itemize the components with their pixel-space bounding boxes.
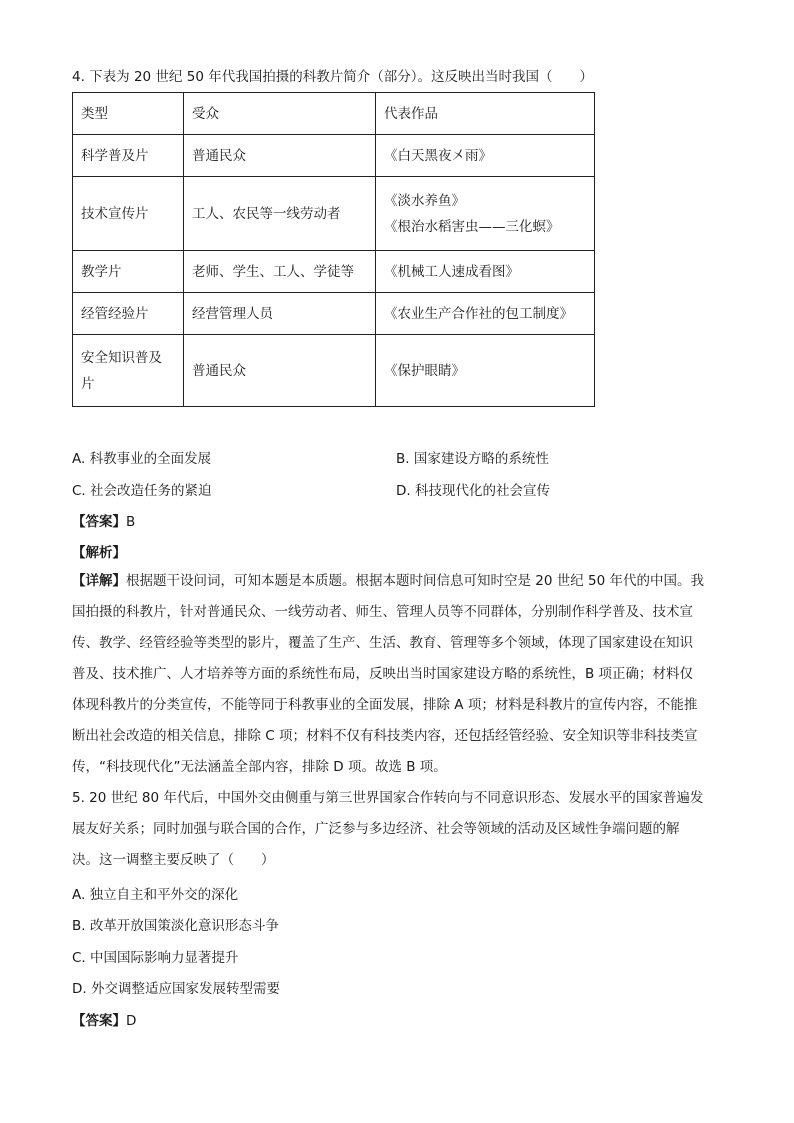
q5-option-c: C. 中国国际影响力显著提升 [72,950,239,966]
stem-line: 展友好关系；同时加强与联合国的合作，广泛参与多边经济、社会等领域的活动及区域性争端问题的解 [72,821,680,837]
cell-audience: 普通民众 [184,335,376,407]
q4-option-a: A. 科教事业的全面发展 [72,451,212,467]
detail-line: 普及、技术推广、人才培养等方面的系统性布局，反映出当时国家建设方略的系统性，B 项正确；材料仅 [72,666,694,682]
cell-works: 《机械工人速成看图》 [376,251,595,293]
q4-detail-paragraph [72,566,722,783]
cell-type [73,335,184,407]
cell-works: 《保护眼睛》 [376,335,595,407]
cell-audience: 工人、农民等一线劳动者 [184,177,376,251]
q4-option-b: B. 国家建设方略的系统性 [396,451,549,467]
work-title: 《淡水养鱼》 [384,192,465,209]
work-title: 《根治水稻害虫——三化螟》 [384,218,560,235]
cell-type: 教学片 [73,251,184,293]
cell-type: 经管经验片 [73,293,184,335]
detail-line: 传，“科技现代化”无法涵盖全部内容，排除 D 项。故选 B 项。 [72,759,447,775]
q5-option-b: B. 改革开放国策淡化意识形态斗争 [72,918,279,934]
cell-type: 科学普及片 [73,135,184,177]
header-type: 类型 [73,93,184,135]
header-works: 代表作品 [376,93,595,135]
type-line: 安全知识普及 [81,349,162,366]
cell-works: 《白天黑夜㐅雨》 [376,135,595,177]
detail-line: 国拍摄的科教片，针对普通民众、一线劳动者、师生、管理人员等不同群体，分别制作科学普及、技术宣 [72,604,693,620]
stem-line: 决。这一调整主要反映了（ ） [72,852,275,868]
q4-answer [72,510,135,530]
cell-audience: 老师、学生、工人、学徒等 [184,251,376,293]
answer-value: B [126,514,136,530]
q4-option-d: D. 科技现代化的社会宣传 [396,483,550,499]
cell-audience: 普通民众 [184,135,376,177]
answer-tag: 【答案】 [72,514,126,530]
detail-line: 体现科教片的分类宣传，不能等同于科教事业的全面发展，排除 A 项；材料是科教片的宣传内容，不能推 [72,697,698,713]
table-row [73,335,595,407]
cell-type: 技术宣传片 [73,177,184,251]
q5-answer [72,1009,136,1029]
type-line: 片 [81,375,95,392]
stem-line: 5. 20 世纪 80 年代后，中国外交由侧重与第三世界国家合作转向与不同意识形态、发展水平的国家普遍发 [72,790,704,806]
table-row [73,135,595,177]
cell-audience: 经营管理人员 [184,293,376,335]
cell-works [376,177,595,251]
table-row [73,177,595,251]
detail-line: 传、教学、经管经验等类型的影片，覆盖了生产、生活、教育、管理等多个领域，体现了国家建设在知识 [72,635,693,651]
question-4-stem: 4. 下表为 20 世纪 50 年代我国拍摄的科教片简介（部分）。这反映出当时我国（ ） [72,69,593,85]
answer-value: D [126,1013,137,1029]
answer-tag: 【答案】 [72,1013,126,1029]
table-row [73,293,595,335]
table-header-row [73,93,595,135]
cell-works: 《农业生产合作社的包工制度》 [376,293,595,335]
q4-analysis-tag: 【解析】 [72,545,126,561]
detail-line: 断出社会改造的相关信息，排除 C 项；材料不仅有科技类内容，还包括经管经验、安全知识等非科技类宣 [72,728,698,744]
detail-line: 根据题干设问词，可知本题是本质题。根据本题时间信息可知时空是 20 世纪 50 年代的中国。我 [126,573,705,589]
q4-option-c: C. 社会改造任务的紧迫 [72,483,212,499]
table-row [73,251,595,293]
detail-tag: 【详解】 [72,573,126,589]
q5-option-a: A. 独立自主和平外交的深化 [72,887,239,903]
question-5-stem [72,783,722,876]
q5-option-d: D. 外交调整适应国家发展转型需要 [72,981,280,997]
science-film-table [72,92,595,407]
header-audience: 受众 [184,93,376,135]
